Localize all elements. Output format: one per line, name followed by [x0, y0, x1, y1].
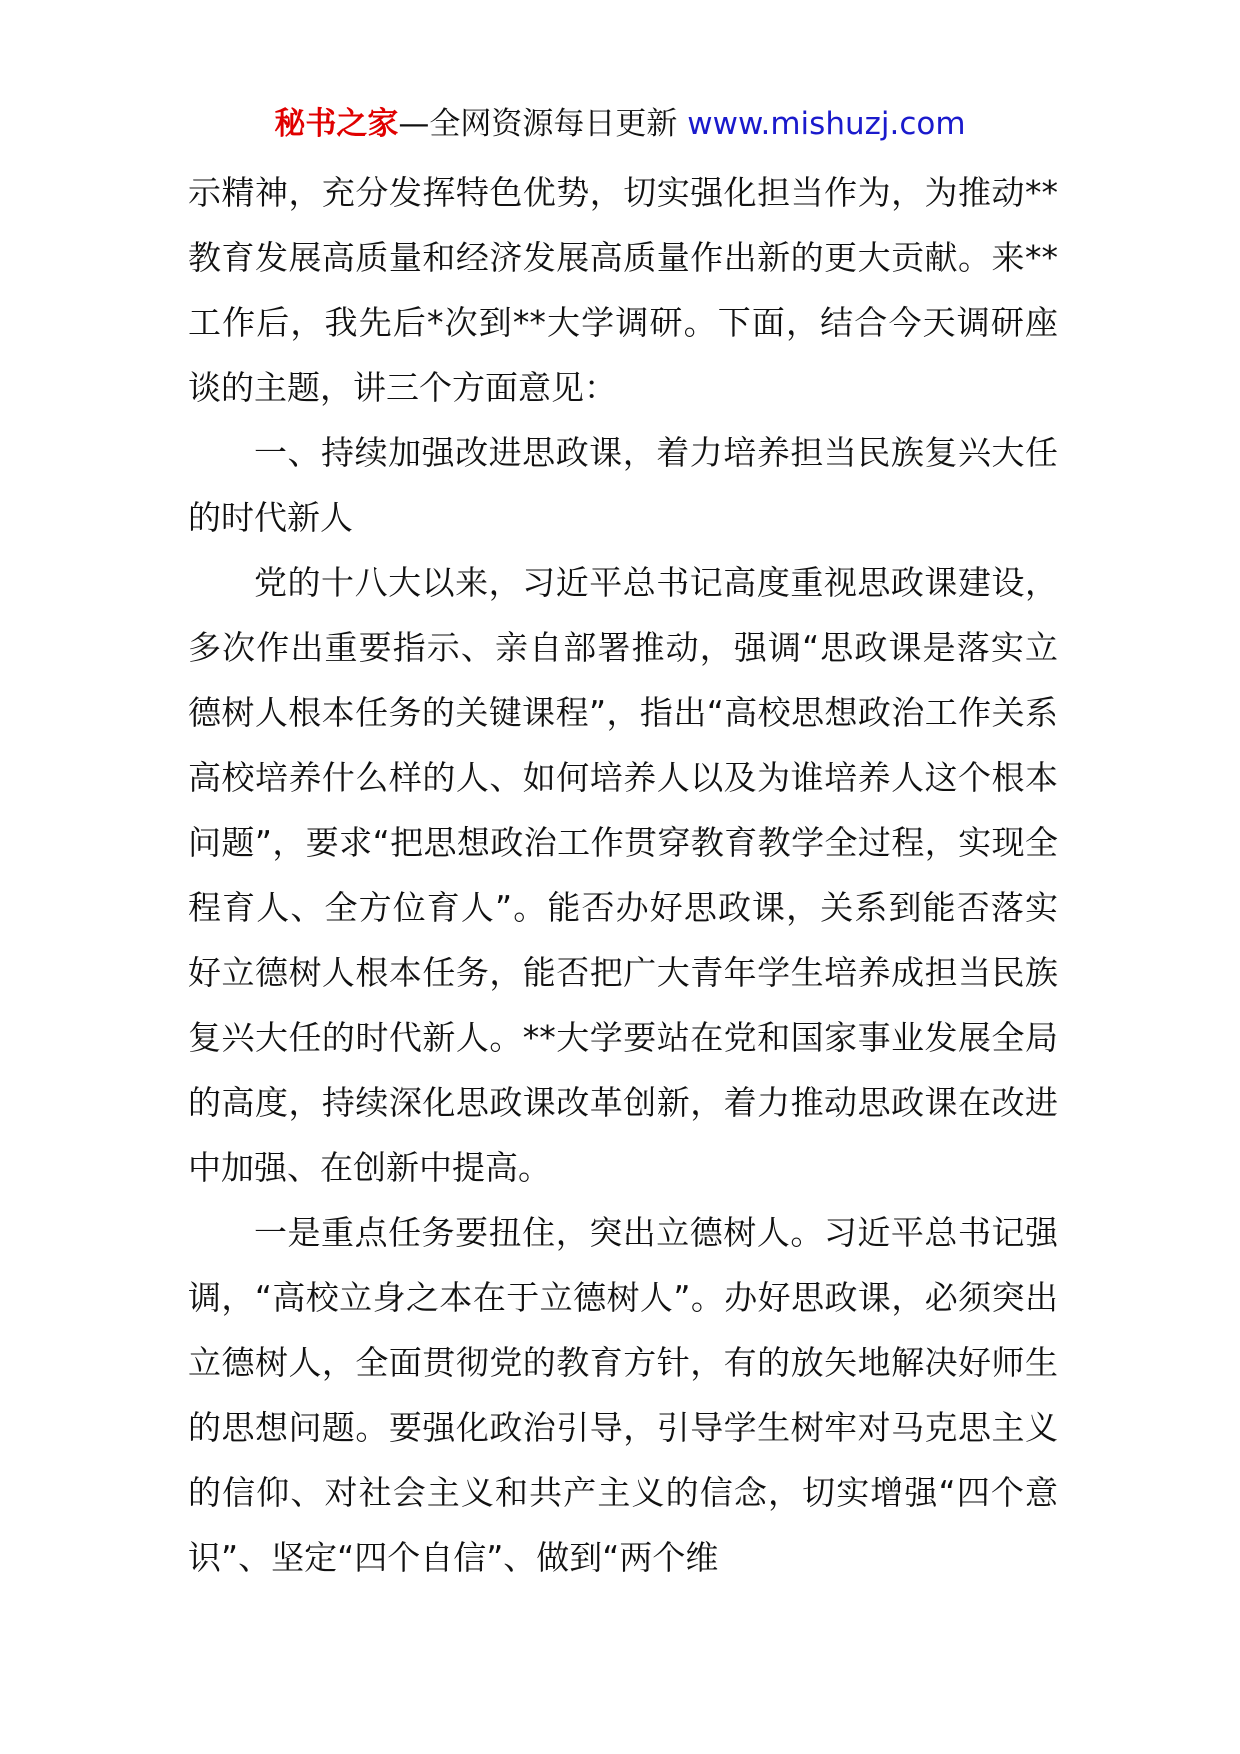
header-brand: 秘书之家: [274, 106, 399, 142]
header-url-link[interactable]: www.mishuzj.com: [687, 106, 966, 142]
document-body: [188, 160, 1058, 1590]
page-header: [0, 102, 1240, 146]
paragraph-key-task: 一是重点任务要扭住，突出立德树人。习近平总书记强调，“高校立身之本在于立德树人”。办好思政课，必须突出立德树人，全面贯彻党的教育方针，有的放矢地解决好师生的思想问题。要强化政治引导，引导学生树牢对马克思主义的信仰、对社会主义和共产主义的信念，切实增强“四个意识”、坚定“四个自信”、做到“两个维: [188, 1213, 1058, 1577]
paragraph-party-congress: 党的十八大以来，习近平总书记高度重视思政课建设，多次作出重要指示、亲自部署推动，强调“思政课是落实立德树人根本任务的关键课程”，指出“高校思想政治工作关系高校培养什么样的人、如何培养人以及为谁培养人这个根本问题”，要求“把思想政治工作贯穿教育教学全过程，实现全程育人、全方位育人”。能否办好思政课，关系到能否落实好立德树人根本任务，能否把广大青年学生培养成担当民族复兴大任的时代新人。**大学要站在党和国家事业发展全局的高度，持续深化思政课改革创新，着力推动思政课在改进中加强、在创新中提高。: [188, 563, 1058, 1187]
header-slogan: —全网资源每日更新: [398, 106, 688, 142]
paragraph-continuation: 示精神，充分发挥特色优势，切实强化担当作为，为推动**教育发展高质量和经济发展高质量作出新的更大贡献。来**工作后，我先后*次到**大学调研。下面，结合今天调研座谈的主题，讲三个方面意见：: [188, 173, 1058, 407]
section-heading-one: 一、持续加强改进思政课，着力培养担当民族复兴大任的时代新人: [188, 433, 1058, 537]
